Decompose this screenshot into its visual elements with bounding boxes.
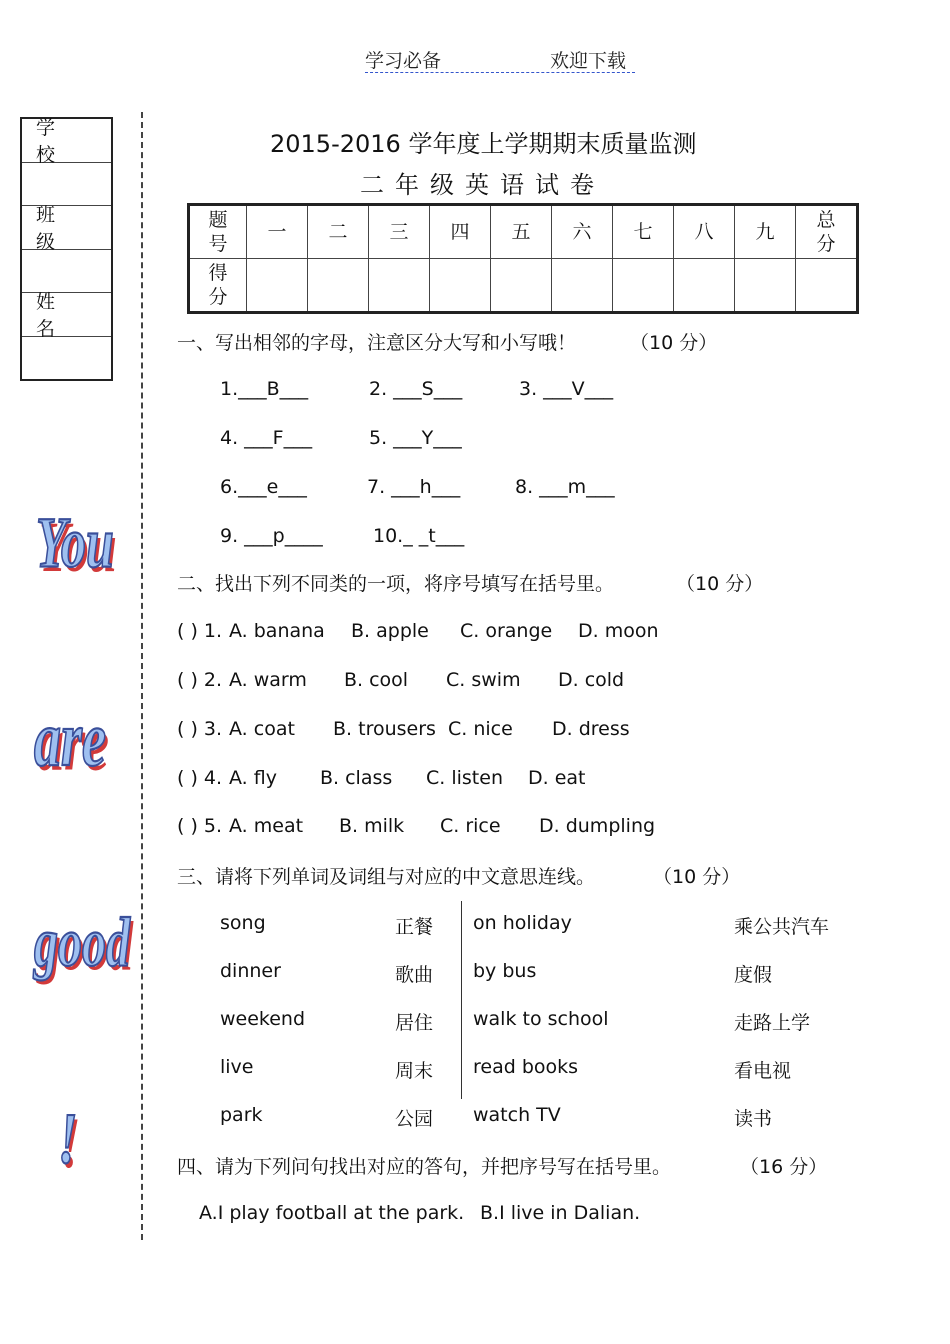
letter-item: 7. ___h___ (367, 476, 461, 498)
match-phrase: watch TV (473, 1104, 561, 1126)
score-table-header-row (189, 205, 858, 259)
name-field[interactable] (22, 337, 111, 381)
score-cell[interactable] (430, 259, 491, 313)
col-header: 五 (491, 205, 552, 259)
option: B. milk (339, 815, 405, 837)
letter-item: 9. ___p____ (220, 525, 323, 547)
letter-item: 2. ___S___ (369, 378, 463, 400)
match-word: live (220, 1056, 254, 1078)
match-meaning: 周末 (395, 1060, 434, 1082)
option: A. coat (229, 718, 295, 740)
school-label: 学 校 (22, 119, 111, 163)
score-cell[interactable] (735, 259, 796, 313)
header-underline (365, 72, 635, 73)
match-meaning: 度假 (734, 964, 773, 986)
option: A. warm (229, 669, 307, 691)
section4-heading: 四、请为下列问句找出对应的答句，并把序号写在括号里。 (177, 1156, 672, 1178)
option: B. apple (351, 620, 429, 642)
question-number: ( ) 4. (177, 767, 223, 789)
name-label: 姓 名 (22, 293, 111, 337)
match-meaning: 正餐 (395, 916, 434, 938)
letter-item: 6.___e___ (220, 476, 307, 498)
col-header: 八 (674, 205, 735, 259)
score-cell[interactable] (796, 259, 858, 313)
letter-item: 8. ___m___ (515, 476, 615, 498)
matching-divider (461, 901, 462, 1099)
col-header: 二 (308, 205, 369, 259)
match-meaning: 读书 (734, 1108, 773, 1130)
binding-dashed-line (141, 112, 143, 1240)
option: C. orange (460, 620, 553, 642)
letter-item: 1.___B___ (220, 378, 309, 400)
section1-heading: 一、写出相邻的字母，注意区分大写和小写哦！ (177, 332, 577, 354)
row-header-score: 得分 (189, 259, 247, 313)
match-phrase: walk to school (473, 1008, 609, 1030)
match-meaning: 乘公共汽车 (734, 916, 830, 938)
exam-subtitle: 二年级英语试卷 (360, 171, 605, 199)
match-word: dinner (220, 960, 281, 982)
deco-word-exclamation: ! (58, 1097, 78, 1179)
section3-points: （10 分） (653, 866, 741, 888)
answer-option-b: B.I live in Dalian. (480, 1202, 641, 1224)
score-cell[interactable] (552, 259, 613, 313)
option: B. trousers (333, 718, 436, 740)
section3-heading: 三、请将下列单词及词组与对应的中文意思连线。 (177, 866, 596, 888)
match-meaning: 居住 (395, 1012, 434, 1034)
deco-word-you: You (36, 501, 114, 583)
match-meaning: 走路上学 (734, 1012, 811, 1034)
exam-title: 2015-2016 学年度上学期期末质量监测 (270, 130, 697, 158)
student-info-box (20, 117, 113, 381)
row-header-question-number: 题号 (189, 205, 247, 259)
option: B. class (320, 767, 393, 789)
col-header: 六 (552, 205, 613, 259)
question-number: ( ) 1. (177, 620, 223, 642)
section1-points: （10 分） (630, 332, 718, 354)
col-header-total: 总分 (796, 205, 858, 259)
section4-points: （16 分） (740, 1156, 828, 1178)
class-label: 班 级 (22, 206, 111, 250)
option: D. dress (552, 718, 630, 740)
header-right: 欢迎下载 (550, 50, 627, 72)
match-meaning: 公园 (395, 1108, 434, 1130)
deco-word-good: good (34, 904, 130, 982)
match-word: park (220, 1104, 263, 1126)
section2-points: （10 分） (676, 573, 764, 595)
question-number: ( ) 3. (177, 718, 223, 740)
option: A. banana (229, 620, 325, 642)
option: D. cold (558, 669, 625, 691)
option: B. cool (344, 669, 409, 691)
option: D. dumpling (539, 815, 656, 837)
col-header: 一 (247, 205, 308, 259)
letter-item: 4. ___F___ (220, 427, 313, 449)
letter-item: 10._ _t___ (373, 525, 465, 547)
col-header: 四 (430, 205, 491, 259)
option: D. moon (578, 620, 659, 642)
match-word: song (220, 912, 266, 934)
match-phrase: on holiday (473, 912, 572, 934)
option: C. nice (448, 718, 513, 740)
letter-item: 5. ___Y___ (369, 427, 462, 449)
option: C. swim (446, 669, 521, 691)
col-header: 九 (735, 205, 796, 259)
letter-item: 3. ___V___ (519, 378, 614, 400)
score-cell[interactable] (613, 259, 674, 313)
score-table-score-row (189, 259, 858, 313)
section2-heading: 二、找出下列不同类的一项，将序号填写在括号里。 (177, 573, 615, 595)
score-cell[interactable] (674, 259, 735, 313)
deco-word-are: are (34, 695, 106, 783)
match-phrase: read books (473, 1056, 579, 1078)
score-table (187, 203, 859, 314)
question-number: ( ) 5. (177, 815, 223, 837)
option: D. eat (528, 767, 586, 789)
answer-option-a: A.I play football at the park. (199, 1202, 465, 1224)
score-cell[interactable] (308, 259, 369, 313)
col-header: 三 (369, 205, 430, 259)
match-phrase: by bus (473, 960, 537, 982)
header-left: 学习必备 (365, 50, 442, 72)
option: C. rice (440, 815, 501, 837)
question-number: ( ) 2. (177, 669, 223, 691)
match-word: weekend (220, 1008, 306, 1030)
score-cell[interactable] (369, 259, 430, 313)
option: C. listen (426, 767, 503, 789)
col-header: 七 (613, 205, 674, 259)
match-meaning: 歌曲 (395, 964, 434, 986)
score-cell[interactable] (247, 259, 308, 313)
option: A. fly (229, 767, 277, 789)
option: A. meat (229, 815, 304, 837)
match-meaning: 看电视 (734, 1060, 792, 1082)
score-cell[interactable] (491, 259, 552, 313)
